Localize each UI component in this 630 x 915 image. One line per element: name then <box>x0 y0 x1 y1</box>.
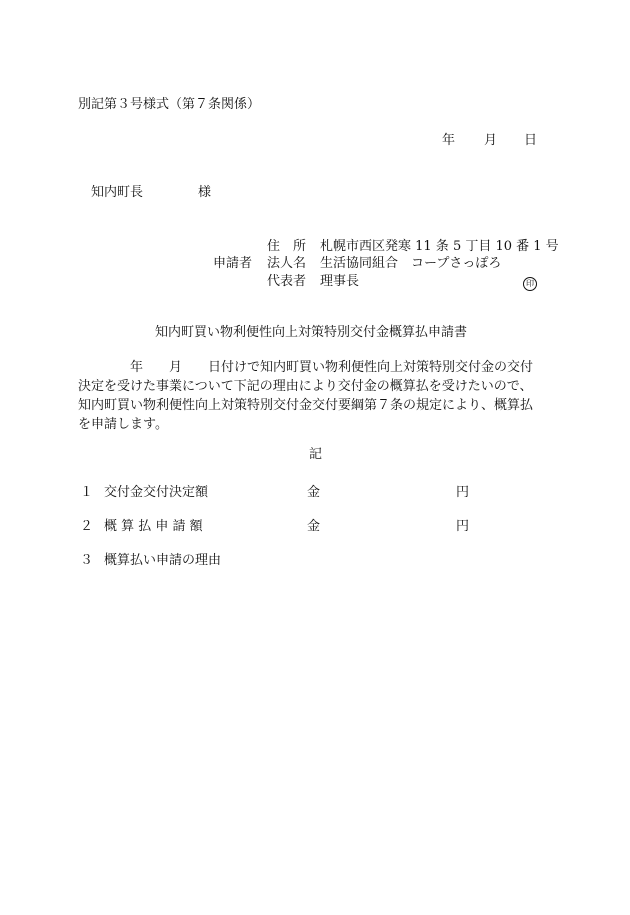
document-title: 知内町買い物利便性向上対策特別交付金概算払申請書 <box>155 325 468 340</box>
body-line: 年 月 日付けで知内町買い物利便性向上対策特別交付金の交付 <box>78 360 534 375</box>
item-prefix: 金 <box>307 485 321 500</box>
item-number: １ <box>80 485 94 500</box>
item-number: ２ <box>80 519 94 534</box>
body-paragraph <box>78 358 558 434</box>
addressee-honorific: 様 <box>198 185 212 200</box>
form-label: 別記第３号様式（第７条関係） <box>78 97 261 112</box>
seal-mark <box>523 275 537 291</box>
applicant-label: 申請者 <box>213 256 253 271</box>
date-day-label: 日 <box>524 133 538 148</box>
ki-heading: 記 <box>309 447 323 462</box>
item-label-reason: 概算払い申請の理由 <box>104 553 222 568</box>
body-line: 決定を受けた事業について下記の理由により交付金の概算払を受けたいので、 <box>78 379 533 394</box>
item-label-request-amount: 概 算 払 申 請 額 <box>104 519 203 534</box>
address-label: 住 所 <box>267 239 307 254</box>
corp-value: 生活協同組合 コープさっぽろ <box>320 256 502 271</box>
body-line: を申請します。 <box>78 417 168 432</box>
address-value: 札幌市西区発寒 11 条 5 丁目 10 番 1 号 <box>320 239 559 254</box>
seal-icon: 印 <box>523 277 537 291</box>
item-suffix: 円 <box>456 485 470 500</box>
corp-label: 法人名 <box>267 256 307 271</box>
item-suffix: 円 <box>456 519 470 534</box>
date-month-label: 月 <box>484 133 498 148</box>
rep-label: 代表者 <box>267 274 307 289</box>
date-year-label: 年 <box>442 133 456 148</box>
rep-value: 理事長 <box>320 274 360 289</box>
body-line: 知内町買い物利便性向上対策特別交付金交付要綱第７条の規定により、概算払 <box>78 398 534 413</box>
addressee-title: 知内町長 <box>91 185 144 200</box>
item-number: ３ <box>80 553 94 568</box>
item-prefix: 金 <box>307 519 321 534</box>
item-label-grant-amount: 交付金交付決定額 <box>104 485 209 500</box>
